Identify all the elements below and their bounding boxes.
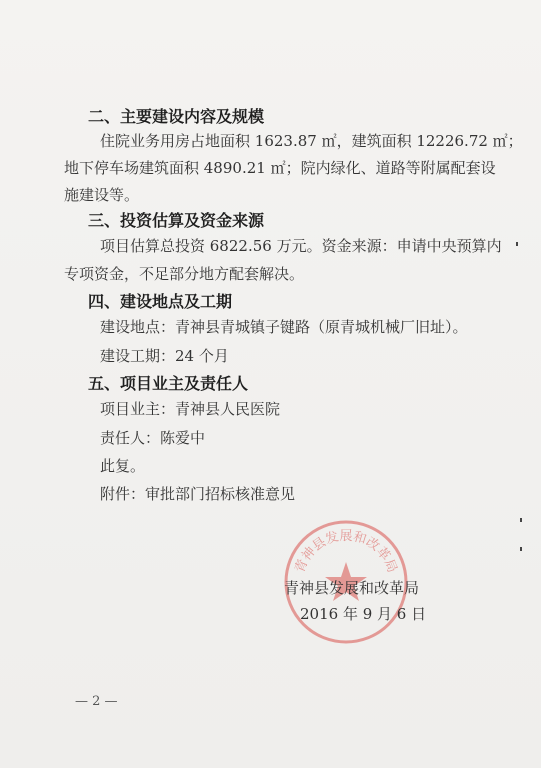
section-3-line-1: 项目估算总投资 6822.56 万元。资金来源：申请中央预算内 <box>100 237 502 255</box>
section-3-line-2: 专项资金，不足部分地方配套解决。 <box>64 265 305 283</box>
signature-date: 2016 年 9 月 6 日 <box>300 605 427 623</box>
section-2-line-1: 住院业务用房占地面积 1623.87 ㎡，建筑面积 12226.72 ㎡； <box>100 132 523 150</box>
signature-org: 青神县发展和改革局 <box>284 579 420 597</box>
section-5-line-1: 项目业主：青神县人民医院 <box>100 400 281 418</box>
scan-mark <box>520 518 522 522</box>
page-number: — 2 — <box>75 694 118 709</box>
scan-mark <box>516 242 518 246</box>
section-3-heading: 三、投资估算及资金来源 <box>88 211 265 230</box>
section-2-heading: 二、主要建设内容及规模 <box>88 107 265 126</box>
section-4-heading: 四、建设地点及工期 <box>88 292 233 311</box>
closing-text: 此复。 <box>100 457 146 475</box>
section-2-line-3: 施建设等。 <box>64 186 140 204</box>
section-5-heading: 五、项目业主及责任人 <box>88 374 249 393</box>
scan-mark <box>520 547 522 551</box>
section-2-line-2: 地下停车场建筑面积 4890.21 ㎡；院内绿化、道路等附属配套设 <box>64 159 496 177</box>
section-4-line-2: 建设工期：24 个月 <box>100 347 229 365</box>
section-5-line-2: 责任人：陈爱中 <box>100 429 206 447</box>
attachment-note: 附件：审批部门招标核准意见 <box>100 485 296 503</box>
svg-text:青神县发展和改革局: 青神县发展和改革局 <box>292 529 400 575</box>
section-4-line-1: 建设地点：青神县青城镇子键路（原青城机械厂旧址）。 <box>100 318 468 336</box>
